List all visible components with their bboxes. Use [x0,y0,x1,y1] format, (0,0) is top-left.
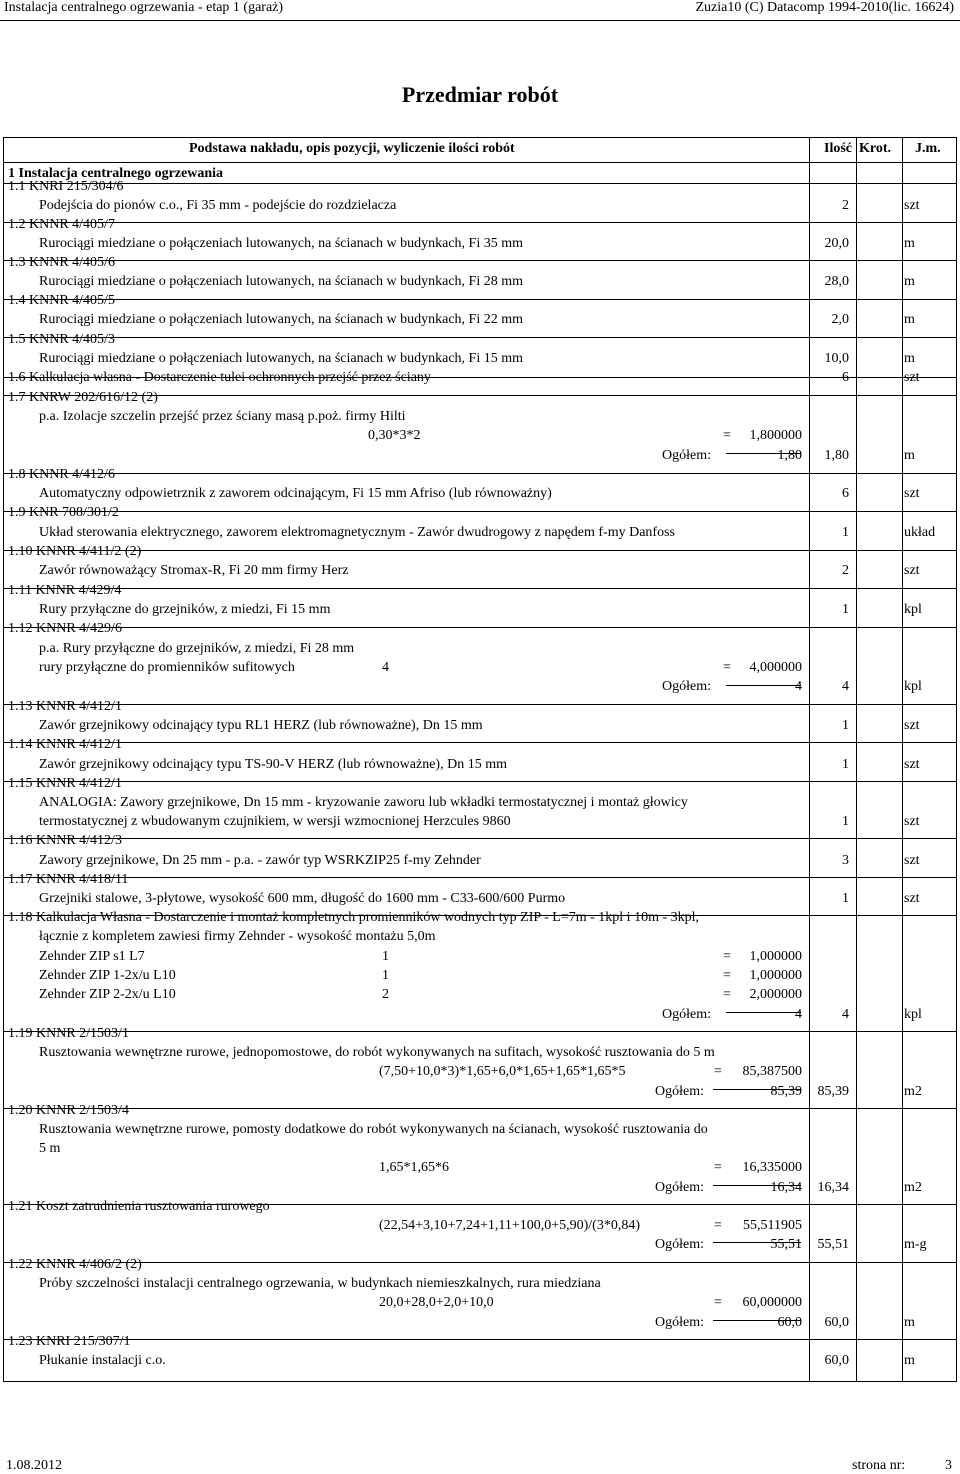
table-cell: Rusztowania wewnętrzne rurowe, pomosty dodatkowe do robót wykonywanych na ścianach, wysokość rusztowania do [39,1122,708,1137]
item-heading: 1.4 KNNR 4/405/5 [8,293,115,308]
table-cell: m2 [904,1180,922,1195]
table-cell: szt [904,891,920,906]
table-cell: 1 [382,968,389,983]
table-cell: 4 [382,660,389,675]
table-cell: 16,34 [817,1180,849,1195]
table-cell: 6 [842,486,849,501]
table-cell: 4 [795,1007,802,1022]
table-cell: 16,335000 [742,1160,802,1175]
value-underline [713,1242,801,1243]
table-cell: ANALOGIA: Zawory grzejnikowe, Dn 15 mm - kryzowanie zaworu lub wkładki termostatycznej i montaż głowicy [39,795,688,810]
table-cell: = [723,660,731,675]
table-cell: Ogółem: [655,1237,704,1252]
row-rule [4,222,956,223]
value-underline [663,704,806,705]
item-heading: 1.22 KNNR 4/406/2 (2) [8,1257,142,1272]
row-rule [4,1339,956,1340]
item-heading: 1.9 KNR 708/301/2 [8,505,119,520]
value-underline [726,453,801,454]
table-cell: 85,387500 [742,1064,802,1079]
table-cell: szt [904,486,920,501]
item-heading: 1.12 KNNR 4/429/6 [8,621,122,636]
table-cell: 3 [842,853,849,868]
table-cell: m [904,312,915,327]
item-heading: 1.10 KNNR 4/411/2 (2) [8,544,142,559]
table-cell: 4 [842,1007,849,1022]
table-cell: 60,0 [824,1353,849,1368]
row-rule [4,511,956,512]
item-heading: 1.1 KNRI 215/304/6 [8,179,124,194]
table-cell: Podejścia do pionów c.o., Fi 35 mm - podejście do rozdzielacza [39,198,397,213]
footer-page-label: strona nr: [852,1458,906,1473]
table-cell: = [723,987,731,1002]
footer-page-number: 3 [945,1458,952,1473]
item-heading: 1.19 KNNR 2/1503/1 [8,1026,129,1041]
table-cell: = [714,1295,722,1310]
item-heading: 1.17 KNNR 4/418/11 [8,872,129,887]
item-heading: 1.7 KNRW 202/616/12 (2) [8,390,158,405]
table-cell: Automatyczny odpowietrznik z zaworem odcinającym, Fi 15 mm Afriso (lub równoważny) [39,486,552,501]
row-rule [4,550,956,551]
item-heading: 1.3 KNNR 4/405/6 [8,255,115,270]
table-cell: m [904,1353,915,1368]
table-cell: m [904,448,915,463]
table-cell: kpl [904,602,922,617]
row-rule [4,915,956,916]
table-cell: Rusztowania wewnętrzne rurowe, jednopomostowe, do robót wykonywanych na sufitach, wysokość rusztowania do 5 m [39,1045,715,1060]
col-header-unit: J.m. [915,141,941,156]
table-cell: Zawory grzejnikowe, Dn 25 mm - p.a. - zawór typ WSRKZIP25 f-my Zehnder [39,853,481,868]
table-cell: = [723,949,731,964]
row-rule [4,838,956,839]
item-heading: 1.16 KNNR 4/412/3 [8,833,122,848]
document-title: Przedmiar robót [401,82,559,107]
table-cell: m [904,236,915,251]
table-cell: łącznie z kompletem zawiesi firmy Zehnder - wysokość montażu 5,0m [39,929,436,944]
table-cell: = [714,1160,722,1175]
value-underline [726,1012,801,1013]
item-heading: 1.6 Kalkulacja własna - Dostarczenie tulei ochronnych przejść przez ściany [8,370,431,385]
item-heading: 1.23 KNRI 215/307/1 [8,1334,131,1349]
table-cell: 55,511905 [743,1218,802,1233]
table-cell: szt [904,198,920,213]
table-cell: p.a. Rury przyłączne do grzejników, z miedzi, Fi 28 mm [39,641,355,656]
item-heading: 1.15 KNNR 4/412/1 [8,776,122,791]
table-cell: m [904,1315,915,1330]
item-heading: 1.21 Koszt zatrudnienia rusztowania rurowego [8,1199,270,1214]
row-rule [4,260,956,261]
value-underline [656,1108,806,1109]
table-cell: 4 [795,679,802,694]
table-cell: Ogółem: [662,1007,711,1022]
table-cell: 85,39 [770,1084,802,1099]
table-cell: 2,0 [831,312,849,327]
table-cell: Zawór grzejnikowy odcinający typu RL1 HERZ (lub równoważne), Dn 15 mm [39,718,483,733]
table-cell: szt [904,718,920,733]
row-rule [4,337,956,338]
table-cell: 1,80 [777,448,802,463]
table-cell: 20,0 [824,236,849,251]
row-rule [4,183,956,184]
table-cell: 4 [842,679,849,694]
table-cell: 1,800000 [749,428,802,443]
row-rule [4,781,956,782]
item-heading: 1.14 KNNR 4/412/1 [8,737,122,752]
table-cell: 1 [842,891,849,906]
footer-date: 1.08.2012 [6,1458,62,1473]
table-cell: 55,51 [770,1237,802,1252]
row-rule [4,627,956,628]
table-cell: Ogółem: [662,448,711,463]
table-cell: rury przyłączne do promienników sufitowych [39,660,295,675]
table-cell: 60,000000 [742,1295,802,1310]
table-cell: Zehnder ZIP 2-2x/u L10 [39,987,176,1002]
table-cell: 16,34 [770,1180,802,1195]
table-cell: m [904,274,915,289]
table-cell: 1 [842,757,849,772]
row-rule [4,1204,956,1205]
col-header-desc: Podstawa nakładu, opis pozycji, wyliczenie ilości robót [189,141,515,156]
table-cell: m [904,351,915,366]
table-cell: 2 [842,563,849,578]
value-underline [656,1339,806,1340]
item-heading: 1.13 KNNR 4/412/1 [8,699,122,714]
header-rule [0,20,960,21]
table-cell: szt [904,757,920,772]
table-cell: Zawór równoważący Stromax-R, Fi 20 mm firmy Herz [39,563,349,578]
table-cell: układ [904,525,936,540]
table-cell: Rury przyłączne do grzejników, z miedzi, Fi 15 mm [39,602,331,617]
table-cell: Zehnder ZIP 1-2x/u L10 [39,968,176,983]
table-cell: 1,000000 [749,968,802,983]
row-rule [4,877,956,878]
value-underline [713,1320,801,1321]
table-cell: = [714,1064,722,1079]
table-cell: 1 [842,718,849,733]
col-header-krot: Krot. [859,141,892,156]
table-cell: Ogółem: [655,1315,704,1330]
item-heading: 1.20 KNNR 2/1503/4 [8,1103,129,1118]
row-rule [4,704,956,705]
value-underline [713,1185,801,1186]
table-cell: 60,0 [824,1315,849,1330]
table-cell: Zehnder ZIP s1 L7 [39,949,145,964]
row-rule [4,1031,956,1032]
table-cell: Grzejniki stalowe, 3-płytowe, wysokość 600 mm, długość do 1600 mm - C33-600/600 Purmo [39,891,566,906]
row-rule [4,299,956,300]
table-cell: = [714,1218,722,1233]
table-cell: Rurociągi miedziane o połączeniach lutowanych, na ścianach w budynkach, Fi 15 mm [39,351,524,366]
table-cell: 1 [382,949,389,964]
table-cell: 20,0+28,0+2,0+10,0 [379,1295,494,1310]
table-cell: Ogółem: [662,679,711,694]
table-cell: m2 [904,1084,922,1099]
table-cell: 28,0 [824,274,849,289]
table-cell: 85,39 [817,1084,849,1099]
table-cell: 6 [842,370,849,385]
item-heading: 1.18 Kalkulacja Własna - Dostarczenie i montaż kompletnych promienników wodnych typ ZIP - L=7m - 1kpl i 10m - 3kpl, [8,910,700,925]
header-title: Instalacja centralnego ogrzewania - etap 1 (garaż) [4,0,284,15]
table-cell: Ogółem: [655,1084,704,1099]
value-underline [663,1031,806,1032]
row-rule [4,1262,956,1263]
table-cell: 1,80 [824,448,849,463]
table-cell: 0,30*3*2 [368,428,421,443]
table-cell: p.a. Izolacje szczelin przejść przez ściany masą p.poż. firmy Hilti [39,409,406,424]
col-divider-unit [902,138,903,1381]
table-cell: 2,000000 [749,987,802,1002]
row-rule [4,588,956,589]
table-cell: kpl [904,679,922,694]
table-cell: szt [904,563,920,578]
table-cell: (22,54+3,10+7,24+1,11+100,0+5,90)/(3*0,84) [379,1218,640,1233]
table-cell: Rurociągi miedziane o połączeniach lutowanych, na ścianach w budynkach, Fi 28 mm [39,274,524,289]
table-cell: (7,50+10,0*3)*1,65+6,0*1,65+1,65*1,65*5 [379,1064,626,1079]
row-rule [4,1108,956,1109]
table-cell: 55,51 [817,1237,849,1252]
section-title: 1 Instalacja centralnego ogrzewania [8,166,224,181]
table-cell: 2 [382,987,389,1002]
value-underline [656,1204,806,1205]
item-heading: 1.11 KNNR 4/429/4 [8,583,122,598]
item-heading: 1.8 KNNR 4/412/6 [8,467,115,482]
value-underline [713,1089,801,1090]
value-underline [726,685,801,686]
table-cell: Rurociągi miedziane o połączeniach lutowanych, na ścianach w budynkach, Fi 35 mm [39,236,524,251]
table-cell: szt [904,814,920,829]
table-cell: 10,0 [824,351,849,366]
row-rule [4,377,956,378]
table-cell: 60,0 [777,1315,802,1330]
table-cell: 4,000000 [749,660,802,675]
table-cell: m-g [904,1237,927,1252]
table-cell: 1 [842,814,849,829]
col-header-qty: Ilość [824,141,852,156]
table-cell: termostatycznej z wbudowanym czujnikiem, w wersji wzmocnionej Herzcules 9860 [39,814,511,829]
row-rule [4,395,956,396]
col-divider-krot [856,138,857,1381]
table-cell: = [723,968,731,983]
table-cell: Układ sterowania elektrycznego, zaworem elektromagnetycznym - Zawór dwudrogowy z napędem f-my Danfoss [39,525,675,540]
table-cell: kpl [904,1007,922,1022]
value-underline [656,1262,806,1263]
item-heading: 1.5 KNNR 4/405/3 [8,332,115,347]
table-cell: Ogółem: [655,1180,704,1195]
table-cell: 2 [842,198,849,213]
table-cell: 1,000000 [749,949,802,964]
table-cell: 1 [842,602,849,617]
table-cell: = [723,428,731,443]
table-cell: szt [904,370,920,385]
table-cell: Rurociągi miedziane o połączeniach lutowanych, na ścianach w budynkach, Fi 22 mm [39,312,524,327]
row-rule [4,473,956,474]
row-rule [4,742,956,743]
table-cell: 1,65*1,65*6 [379,1160,449,1175]
page-header [0,0,960,20]
value-underline [663,473,806,474]
item-heading: 1.2 KNNR 4/405/7 [8,217,115,232]
table-cell: 1 [842,525,849,540]
table-cell: Płukanie instalacji c.o. [39,1353,166,1368]
header-license: Zuzia10 (C) Datacomp 1994-2010(lic. 16624) [695,0,954,15]
table-cell: szt [904,853,920,868]
header-row-rule [4,162,956,163]
table-cell: Zawór grzejnikowy odcinający typu TS-90-V HERZ (lub równoważne), Dn 15 mm [39,757,507,772]
table-cell: Próby szczelności instalacji centralnego ogrzewania, w budynkach niemieszkalnych, rura miedziana [39,1276,601,1291]
table-cell: 5 m [39,1141,61,1156]
estimate-table [3,137,957,1382]
